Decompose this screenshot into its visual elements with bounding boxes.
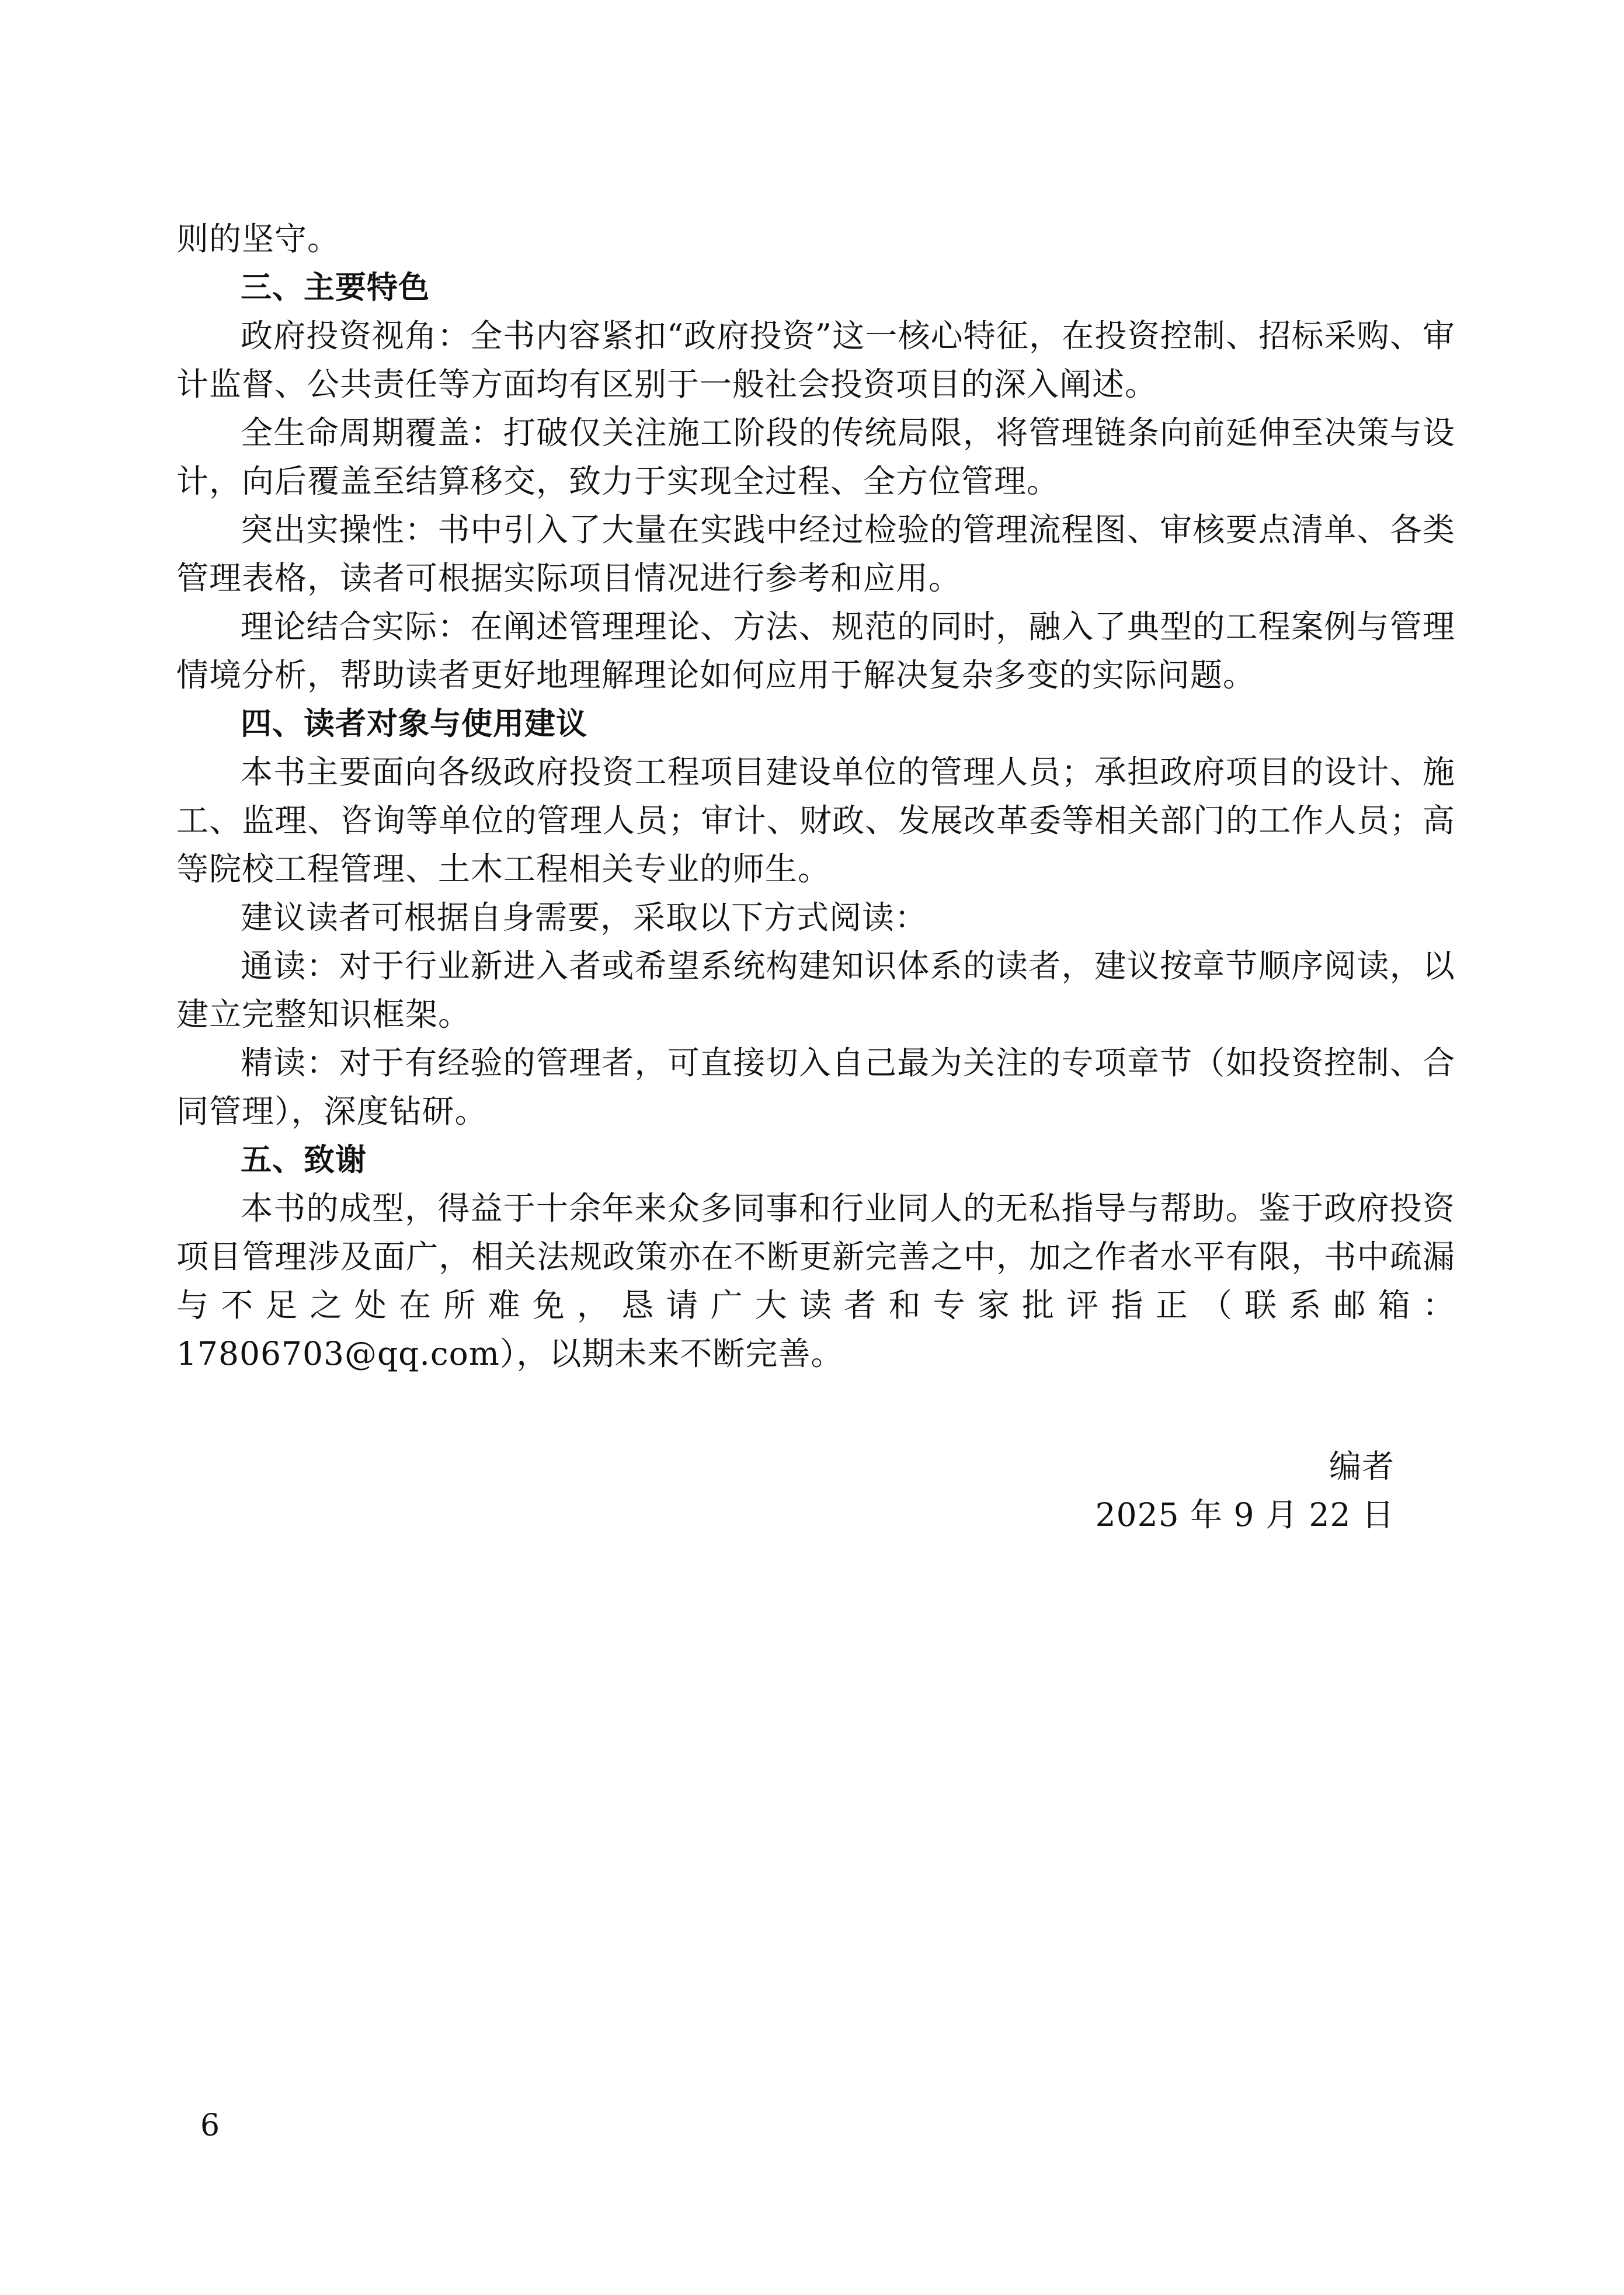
- paragraph-lifecycle: 全生命周期覆盖：打破仅关注施工阶段的传统局限，将管理链条向前延伸至决策与设计，向后覆盖至结算移交，致力于实现全过程、全方位管理。: [176, 414, 1455, 500]
- paragraph-acknowledgements: 本书的成型，得益于十余年来众多同事和行业同人的无私指导与帮助。鉴于政府投资项目管理涉及面广，相关法规政策亦在不断更新完善之中，加之作者水平有限，书中疏漏与不足之处在所难免，恳请广大读者和专家批评指正（联系邮箱：17806703@qq.com），以期未来不断完善。: [176, 1190, 1455, 1372]
- section-heading-acknowledgements: 五、致谢: [241, 1142, 367, 1178]
- paragraph-theory-practice: 理论结合实际：在阐述管理理论、方法、规范的同时，融入了典型的工程案例与管理情境分析，帮助读者更好地理解理论如何应用于解决复杂多变的实际问题。: [176, 608, 1455, 694]
- signature-author: 编者: [1329, 1448, 1395, 1485]
- paragraph-full-reading: 通读：对于行业新进入者或希望系统构建知识体系的读者，建议按章节顺序阅读，以建立完整知识框架。: [176, 947, 1455, 1033]
- paragraph-practicality: 突出实操性：书中引入了大量在实践中经过检验的管理流程图、审核要点清单、各类管理表格，读者可根据实际项目情况进行参考和应用。: [176, 511, 1455, 597]
- paragraph-audience: 本书主要面向各级政府投资工程项目建设单位的管理人员；承担政府项目的设计、施工、监理、咨询等单位的管理人员；审计、财政、发展改革委等相关部门的工作人员；高等院校工程管理、土木工程相关专业的师生。: [176, 753, 1455, 888]
- section-heading-readers: 四、读者对象与使用建议: [241, 706, 587, 742]
- paragraph-reading-advice: 建议读者可根据自身需要，采取以下方式阅读：: [241, 899, 928, 936]
- paragraph-continuation: 则的坚守。: [176, 220, 340, 258]
- section-heading-features: 三、主要特色: [241, 270, 430, 305]
- page-number: 6: [200, 2108, 220, 2143]
- signature-block: [1096, 1442, 1395, 1539]
- paragraph-intensive-reading: 精读：对于有经验的管理者，可直接切入自己最为关注的专项章节（如投资控制、合同管理），深度钻研。: [176, 1044, 1455, 1130]
- signature-date: 2025 年 9 月 22 日: [1095, 1496, 1395, 1534]
- body-text: [176, 215, 1455, 1378]
- paragraph-gov-investment: 政府投资视角：全书内容紧扣“政府投资”这一核心特征，在投资控制、招标采购、审计监督、公共责任等方面均有区别于一般社会投资项目的深入阐述。: [176, 317, 1455, 403]
